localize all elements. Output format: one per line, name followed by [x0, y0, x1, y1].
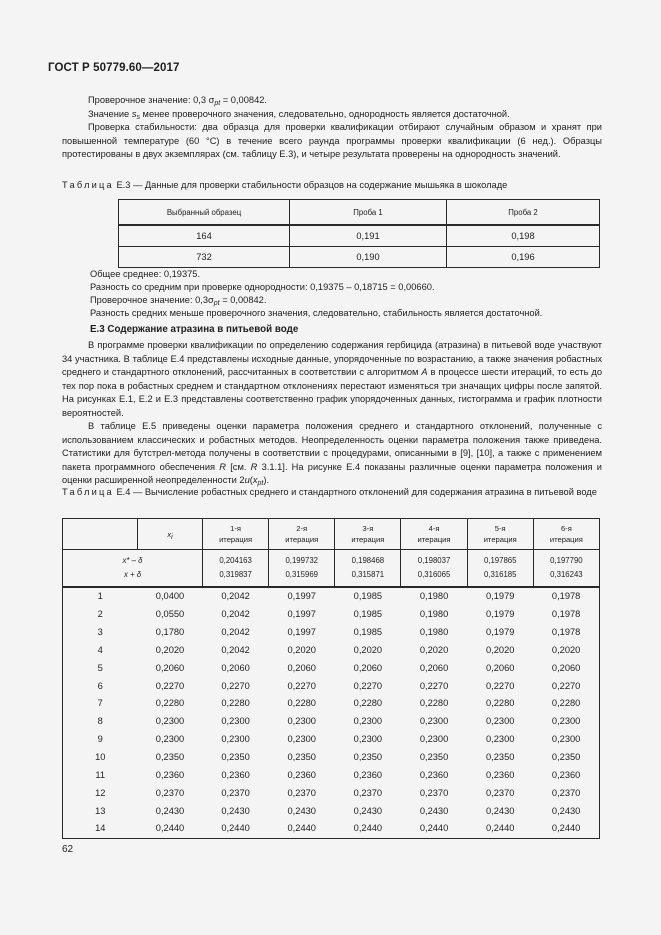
table-row: [63, 695, 600, 713]
row-iteration-value: 0,2020: [419, 644, 449, 655]
row-iteration-value: 0,2270: [533, 677, 599, 695]
homogeneity-conclusion: Значение $s_s$ менее проверочного значения, следовательно, однородность является достаточной.: [88, 108, 510, 121]
row-xi-value: 0,2280: [155, 698, 185, 709]
row-iteration-value: 0,2440: [533, 820, 599, 838]
row-index: 12: [63, 784, 138, 802]
row-iteration-value: 0,2350: [221, 752, 250, 763]
row-xi-value: 0,0400: [155, 591, 185, 602]
row-iteration-value: 0,2300: [287, 734, 316, 745]
row-iteration-value: 0,2370: [419, 787, 449, 798]
row-iteration-value: 0,2360: [287, 769, 316, 780]
table-e3: [118, 199, 600, 268]
overall-mean: Общее среднее: 0,19375.: [90, 269, 201, 279]
row-iteration-value: 0,2060: [533, 659, 599, 677]
row-iteration-value: 0,2300: [419, 734, 449, 745]
row-iteration-value: 0,2270: [419, 680, 449, 691]
row-xi-value: 0,2300: [155, 734, 185, 745]
row-iteration-value: 0,2300: [533, 731, 599, 749]
table-row: [63, 820, 600, 838]
row-xi-value: 0,2360: [155, 769, 185, 780]
table-row: [63, 642, 600, 660]
row-iteration-value: 0,2370: [485, 787, 515, 798]
row-iteration-value: 0,2300: [221, 734, 250, 745]
table-row: [63, 587, 600, 606]
row-iteration-value: 0,2430: [485, 805, 515, 816]
row-iteration-value: 0,2300: [419, 716, 449, 727]
row-iteration-value: 0,1985: [353, 591, 383, 602]
row-iteration-value: 0,2360: [353, 769, 383, 780]
row-iteration-value: 0,1978: [533, 606, 599, 624]
table-row: 164 0,191 0,198: [119, 225, 600, 247]
row-iteration-value: 0,1978: [533, 587, 599, 606]
row-index: 11: [63, 766, 138, 784]
table-row: [63, 802, 600, 820]
row-iteration-value: 0,2280: [221, 698, 250, 709]
row-index: 5: [63, 659, 138, 677]
row-iteration-value: 0,2042: [221, 644, 250, 655]
row-iteration-value: 0,2350: [353, 752, 383, 763]
row-xi-value: 0,0550: [155, 609, 185, 620]
table-e4-header-index: [63, 519, 138, 550]
row-iteration-value: 0,2300: [533, 713, 599, 731]
row-index: 1: [63, 587, 138, 606]
row-xi-value: 0,2370: [155, 787, 185, 798]
row-iteration-value: 0,2440: [269, 820, 335, 838]
row-iteration-value: 0,2360: [485, 769, 515, 780]
row-iteration-value: 0,2270: [287, 680, 316, 691]
row-index: 14: [63, 820, 138, 838]
row-iteration-value: 0,2060: [221, 662, 250, 673]
row-xi-value: 0,2350: [155, 752, 185, 763]
row-iteration-value: 0,1980: [419, 627, 449, 638]
row-iteration-value: 0,2060: [353, 662, 383, 673]
table-e4-header-iter-3: 3-я итерация: [335, 519, 401, 550]
row-index: 8: [63, 713, 138, 731]
page-number: 62: [62, 844, 74, 855]
row-iteration-value: 0,2350: [287, 752, 316, 763]
row-iteration-value: 0,2300: [485, 716, 515, 727]
row-iteration-value: 0,2350: [485, 752, 515, 763]
row-iteration-value: 0,1985: [353, 609, 383, 620]
stability-paragraph: Проверка стабильности: два образца для проверки квалификации отбирают случайным образом и хранят при повышенной температуре (60 °С) в течение всего раунда программы проверки квалификации (6 нед.). Образцы протестированы в двух экземплярах (см. таблицу Е.3), и четыре результата проверены на однородность значений.: [62, 122, 602, 159]
row-iteration-value: 0,1997: [287, 627, 316, 638]
row-iteration-value: 0,2440: [203, 820, 269, 838]
table-e4-header-iter-5: 5-я итерация: [467, 519, 533, 550]
row-iteration-value: 0,2060: [419, 662, 449, 673]
row-iteration-value: 0,2280: [533, 695, 599, 713]
row-iteration-value: 0,2300: [485, 734, 515, 745]
row-iteration-value: 0,2300: [353, 734, 383, 745]
table-e4-header-iter-6: 6-я итерация: [533, 519, 599, 550]
row-iteration-value: 0,2430: [419, 805, 449, 816]
row-iteration-value: 0,2060: [485, 662, 515, 673]
row-xi-value: 0,1780: [155, 627, 185, 638]
row-iteration-value: 0,2370: [353, 787, 383, 798]
row-iteration-value: 0,2270: [221, 680, 250, 691]
row-index: 3: [63, 624, 138, 642]
table-row: [63, 731, 600, 749]
row-iteration-value: 0,2360: [221, 769, 250, 780]
row-index: 4: [63, 642, 138, 660]
check-value-line: Проверочное значение: 0,3 $\sigma_{pt} = 0,00842$.: [88, 95, 267, 107]
row-iteration-value: 0,2280: [485, 698, 515, 709]
table-e4: [62, 518, 600, 839]
table-row: [63, 624, 600, 642]
row-index: 13: [63, 802, 138, 820]
row-iteration-value: 0,1985: [353, 627, 383, 638]
row-xi-value: 0,2440: [138, 820, 203, 838]
row-iteration-value: 0,1980: [419, 609, 449, 620]
section-paragraph-2: В таблице Е.5 приведены оценки параметра положения среднего и стандартного отклонений, полученные с использованием классических и робастных методов. Неопределенность оценки параметра положения также приведена. Статистики для бутстрел-метода получены в соответствии с процедурами, описанными в [9], [10], а также с применением пакета программного обеспечения R [см. R 3.1.1]. На рисунке Е.4 показаны различные оценки параметра положения и оценки расширенной неопределенности $2u(x_{pt})$.: [62, 421, 602, 487]
row-iteration-value: 0,2440: [467, 820, 533, 838]
row-iteration-value: 0,2360: [533, 766, 599, 784]
row-iteration-value: 0,2350: [533, 749, 599, 767]
table-row: [63, 713, 600, 731]
row-iteration-value: 0,2430: [533, 802, 599, 820]
row-xi-value: 0,2060: [155, 662, 185, 673]
table-e3-caption: Таблица Е.3 — Данные для проверки стабильности образцов на содержание мышьяка в шоколаде: [62, 180, 508, 190]
row-index: 6: [63, 677, 138, 695]
row-iteration-value: 0,1979: [485, 591, 515, 602]
row-iteration-value: 0,2440: [401, 820, 467, 838]
table-row: [63, 606, 600, 624]
row-iteration-value: 0,1997: [287, 609, 316, 620]
row-xi-value: 0,2300: [155, 716, 185, 727]
row-iteration-value: 0,2430: [287, 805, 316, 816]
row-iteration-value: 0,2280: [353, 698, 383, 709]
row-iteration-value: 0,2440: [335, 820, 401, 838]
document-header: ГОСТ Р 50779.60—2017: [48, 62, 180, 74]
row-iteration-value: 0,2300: [221, 716, 250, 727]
row-iteration-value: 0,2020: [533, 642, 599, 660]
table-e3-header-probe2: Проба 2: [447, 200, 600, 226]
row-xi-value: 0,2430: [155, 805, 185, 816]
section-title: Е.3 Содержание атразина в питьевой воде: [90, 324, 299, 335]
row-iteration-value: 0,2360: [419, 769, 449, 780]
table-row: 732 0,190 0,196: [119, 247, 600, 268]
table-e4-header-iter-2: 2-я итерация: [269, 519, 335, 550]
row-iteration-value: 0,2280: [419, 698, 449, 709]
row-iteration-value: 0,2270: [485, 680, 515, 691]
table-e4-header-iter-4: 4-я итерация: [401, 519, 467, 550]
table-e3-header-probe1: Проба 1: [290, 200, 447, 226]
stability-check-value: Проверочное значение: $0,3\sigma_{pt} = 0,00842$.: [90, 295, 267, 307]
table-e4-body: [63, 587, 600, 838]
row-iteration-value: 0,2370: [287, 787, 316, 798]
row-iteration-value: 0,2350: [419, 752, 449, 763]
row-iteration-value: 0,2370: [533, 784, 599, 802]
row-iteration-value: 0,2370: [221, 787, 250, 798]
row-xi-value: 0,2270: [155, 680, 185, 691]
table-row: [63, 677, 600, 695]
row-iteration-value: 0,2020: [353, 644, 383, 655]
section-paragraph-1: В программе проверки квалификации по определению содержания гербицида (атразина) в питьевой воде участвуют 34 участника. В таблице Е.4 представлены исходные данные, упорядоченные по возрастанию, а также значения робастных среднего и стандартного отклонений, рассчитанных в соответствии с алгоритмом A в процессе шести итераций, то есть до тех пор пока в робастных среднем и стандартном отклонениях перестают изменяться три значащих цифры после запятой. На рисунках Е.1, Е.2 и Е.3 представлены соответственно график упорядоченных данных, гистограмма и график плотности вероятностей.: [62, 340, 602, 418]
row-iteration-value: 0,2042: [221, 609, 250, 620]
row-iteration-value: 0,2280: [287, 698, 316, 709]
stability-conclusion: Разность средних меньше проверочного значения, следовательно, стабильность является достаточной.: [90, 308, 543, 318]
row-xi-value: 0,2020: [155, 644, 185, 655]
table-e4-bounds-row: x* – δ x + δ 0,204163 0,319837 0,199732 0,315969 0,198468 0,315871 0,198037 0,316065 0,197865 0,316185 0,197790 0,316243: [63, 550, 600, 588]
row-iteration-value: 0,1979: [485, 609, 515, 620]
row-iteration-value: 0,1997: [287, 591, 316, 602]
table-row: [63, 784, 600, 802]
row-iteration-value: 0,2300: [353, 716, 383, 727]
row-index: 10: [63, 749, 138, 767]
table-row: [63, 749, 600, 767]
table-row: [63, 659, 600, 677]
table-e3-header-sample: Выбранный образец: [119, 200, 290, 226]
table-e4-header-xi: $x_i$: [138, 519, 203, 550]
row-iteration-value: 0,2430: [353, 805, 383, 816]
row-index: 2: [63, 606, 138, 624]
table-row: [63, 766, 600, 784]
row-iteration-value: 0,2020: [485, 644, 515, 655]
row-iteration-value: 0,2020: [287, 644, 316, 655]
table-e4-caption: Таблица Е.4 — Вычисление робастных среднего и стандартного отклонений для содержания атразина в питьевой воде: [62, 487, 597, 497]
row-index: 9: [63, 731, 138, 749]
row-index: 7: [63, 695, 138, 713]
row-iteration-value: 0,1978: [533, 624, 599, 642]
table-e4-header-iter-1: 1-я итерация: [203, 519, 269, 550]
row-iteration-value: 0,2430: [221, 805, 250, 816]
row-iteration-value: 0,2060: [287, 662, 316, 673]
row-iteration-value: 0,2042: [221, 627, 250, 638]
row-iteration-value: 0,2300: [287, 716, 316, 727]
row-iteration-value: 0,1980: [419, 591, 449, 602]
row-iteration-value: 0,2270: [353, 680, 383, 691]
difference-line: Разность со средним при проверке однородности: 0,19375 – 0,18715 = 0,00660.: [90, 282, 435, 292]
row-iteration-value: 0,1979: [485, 627, 515, 638]
row-iteration-value: 0,2042: [221, 591, 250, 602]
